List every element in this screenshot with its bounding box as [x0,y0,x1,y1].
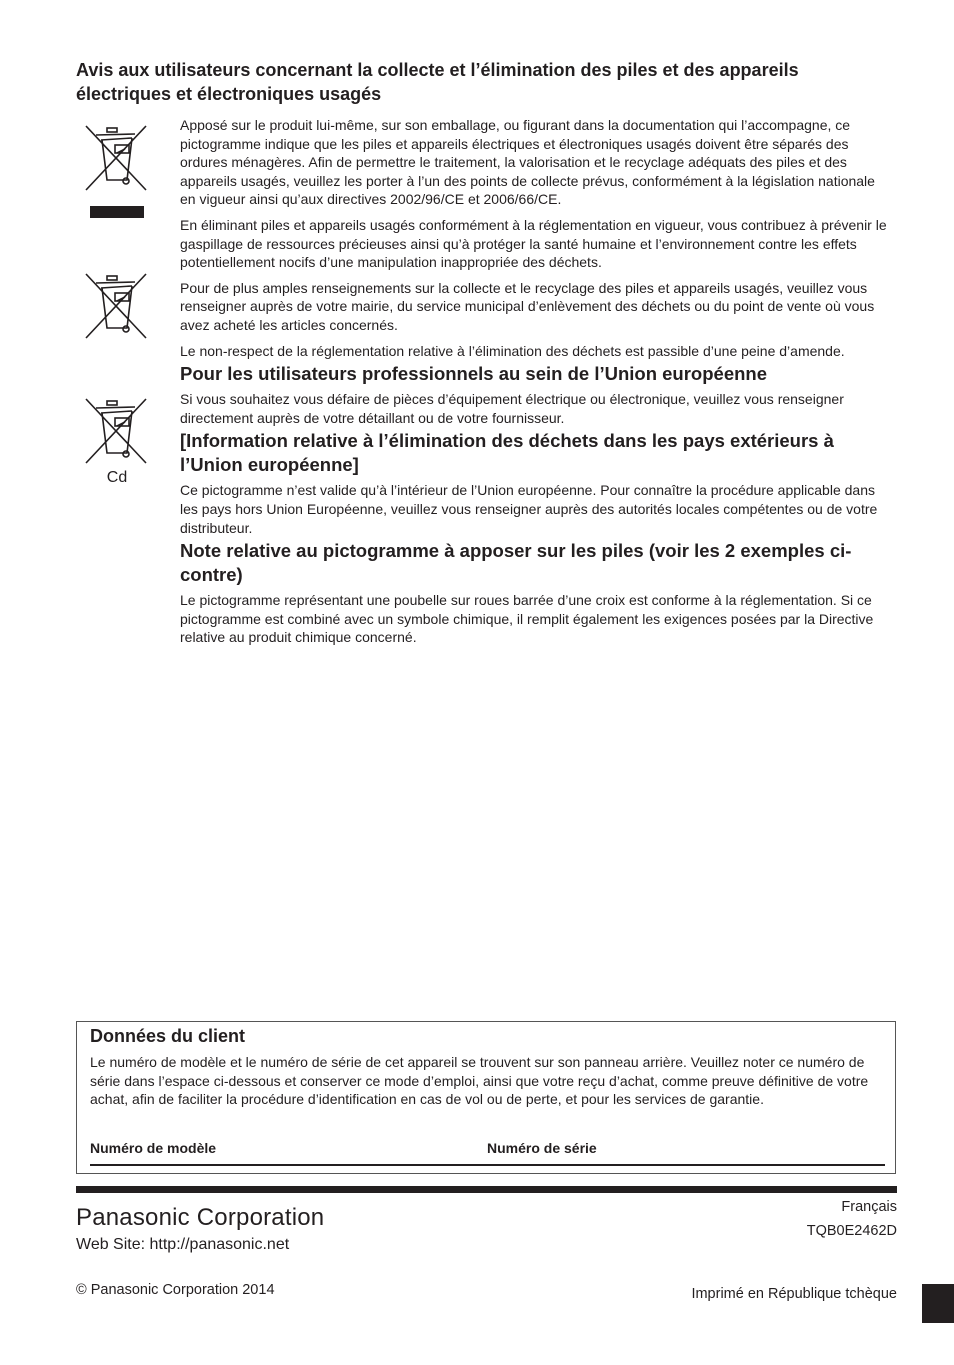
language-label: Français [841,1199,897,1215]
page-title [76,58,906,106]
customer-record-text: Le numéro de modèle et le numéro de série de cet appareil se trouvent sur son panneau arrière. Veuillez noter ce numéro de série dans l’espace ci-dessous et conserver ce mode d’emploi, ainsi que votre reçu d’achat, comme preuve définitive de votre achat, afin de faciliter la procédure d’identification en cas de vol ou de perte, et pour les services de garantie. [90,1054,869,1108]
disposal-notice-body [180,116,892,649]
footer-divider [76,1186,897,1193]
copyright-text: © Panasonic Corporation 2014 [76,1282,275,1298]
website-text: Web Site: http://panasonic.net [76,1236,290,1253]
section-heading-battery-note: Note relative au pictogramme à apposer sur les piles (voir les 2 exemples ci-contre) [180,540,852,586]
notice-paragraph: Ce pictogramme n’est valide qu’à l’intérieur de l’Union européenne. Pour connaître la procédure applicable dans les pays hors Union Européenne, veuillez vous renseigner auprès des autorités locales compétentes ou de votre distributeur. [180,482,878,536]
notice-paragraph: Le pictogramme représentant une poubelle sur roues barrée d’une croix est conforme à la réglementation. Si ce pictogramme est combiné avec un symbole chimique, il remplit également les exigences posées par la Directive relative au produit chimique concerné. [180,592,874,646]
brand-logo: Panasonic Corporation [76,1204,325,1231]
printed-in-text: Imprimé en République tchèque [691,1286,897,1302]
crossed-wheelie-bin-icon [80,270,154,342]
notice-paragraph: Le non-respect de la réglementation relative à l’élimination des déchets est passible d’une peine d’amende. [180,342,845,359]
notice-paragraph: En éliminant piles et appareils usagés conformément à la réglementation en vigueur, vous contribuez à prévenir le gaspillage de ressources précieuses ainsi qu’à protéger la santé humaine et l’environnement contre les effets potentiellement nocifs d’une manipulation inappropriée des déchets. [180,216,887,271]
section-heading-professional: Pour les utilisateurs professionnels au sein de l’Union européenne [180,363,767,385]
model-number-label: Numéro de modèle [90,1140,217,1156]
page-title-line1: Avis aux utilisateurs concernant la collecte et l’élimination des piles et des appareils [76,60,799,80]
section-heading-outside-eu: [Information relative à l’élimination des déchets dans les pays extérieurs à l’Union européenne] [180,430,834,476]
crossed-wheelie-bin-cd-icon [80,395,154,487]
customer-record-title: Données du client [90,1026,246,1046]
chemical-symbol-label: Cd [106,469,128,486]
page-edge-tab [922,1284,954,1323]
serial-number-label: Numéro de série [487,1140,597,1156]
customer-record-box [76,1021,896,1174]
document-code: TQB0E2462D [806,1223,897,1239]
notice-paragraph: Si vous souhaitez vous défaire de pièces d’équipement électrique ou électronique, veuillez vous renseigner directement auprès de votre détaillant ou de votre fournisseur. [180,391,844,426]
notice-paragraph: Apposé sur le produit lui-même, sur son emballage, ou figurant dans la documentation qui l’accompagne, ce pictogramme indique que les piles et appareils électriques et électroniques usagés doivent être séparés des ordures ménagères. Afin de permettre le traitement, la valorisation et le recyclage adéquats des piles et des appareils usagés, veuillez les porter à l’un des points de collecte prévus, conformément à la législation nationale en vigueur ainsi qu’aux directives 2002/96/CE et 2006/66/CE. [180,117,875,208]
write-in-line [90,1164,885,1166]
crossed-wheelie-bin-icon [80,122,154,220]
notice-paragraph: Pour de plus amples renseignements sur la collecte et le recyclage des piles et appareils usagés, veuillez vous renseigner auprès de votre mairie, du service municipal d’enlèvement des déchets ou du point de vente où vous avez acheté les articles concernés. [180,279,875,333]
page-title-line2: électriques et électroniques usagés [76,84,382,104]
